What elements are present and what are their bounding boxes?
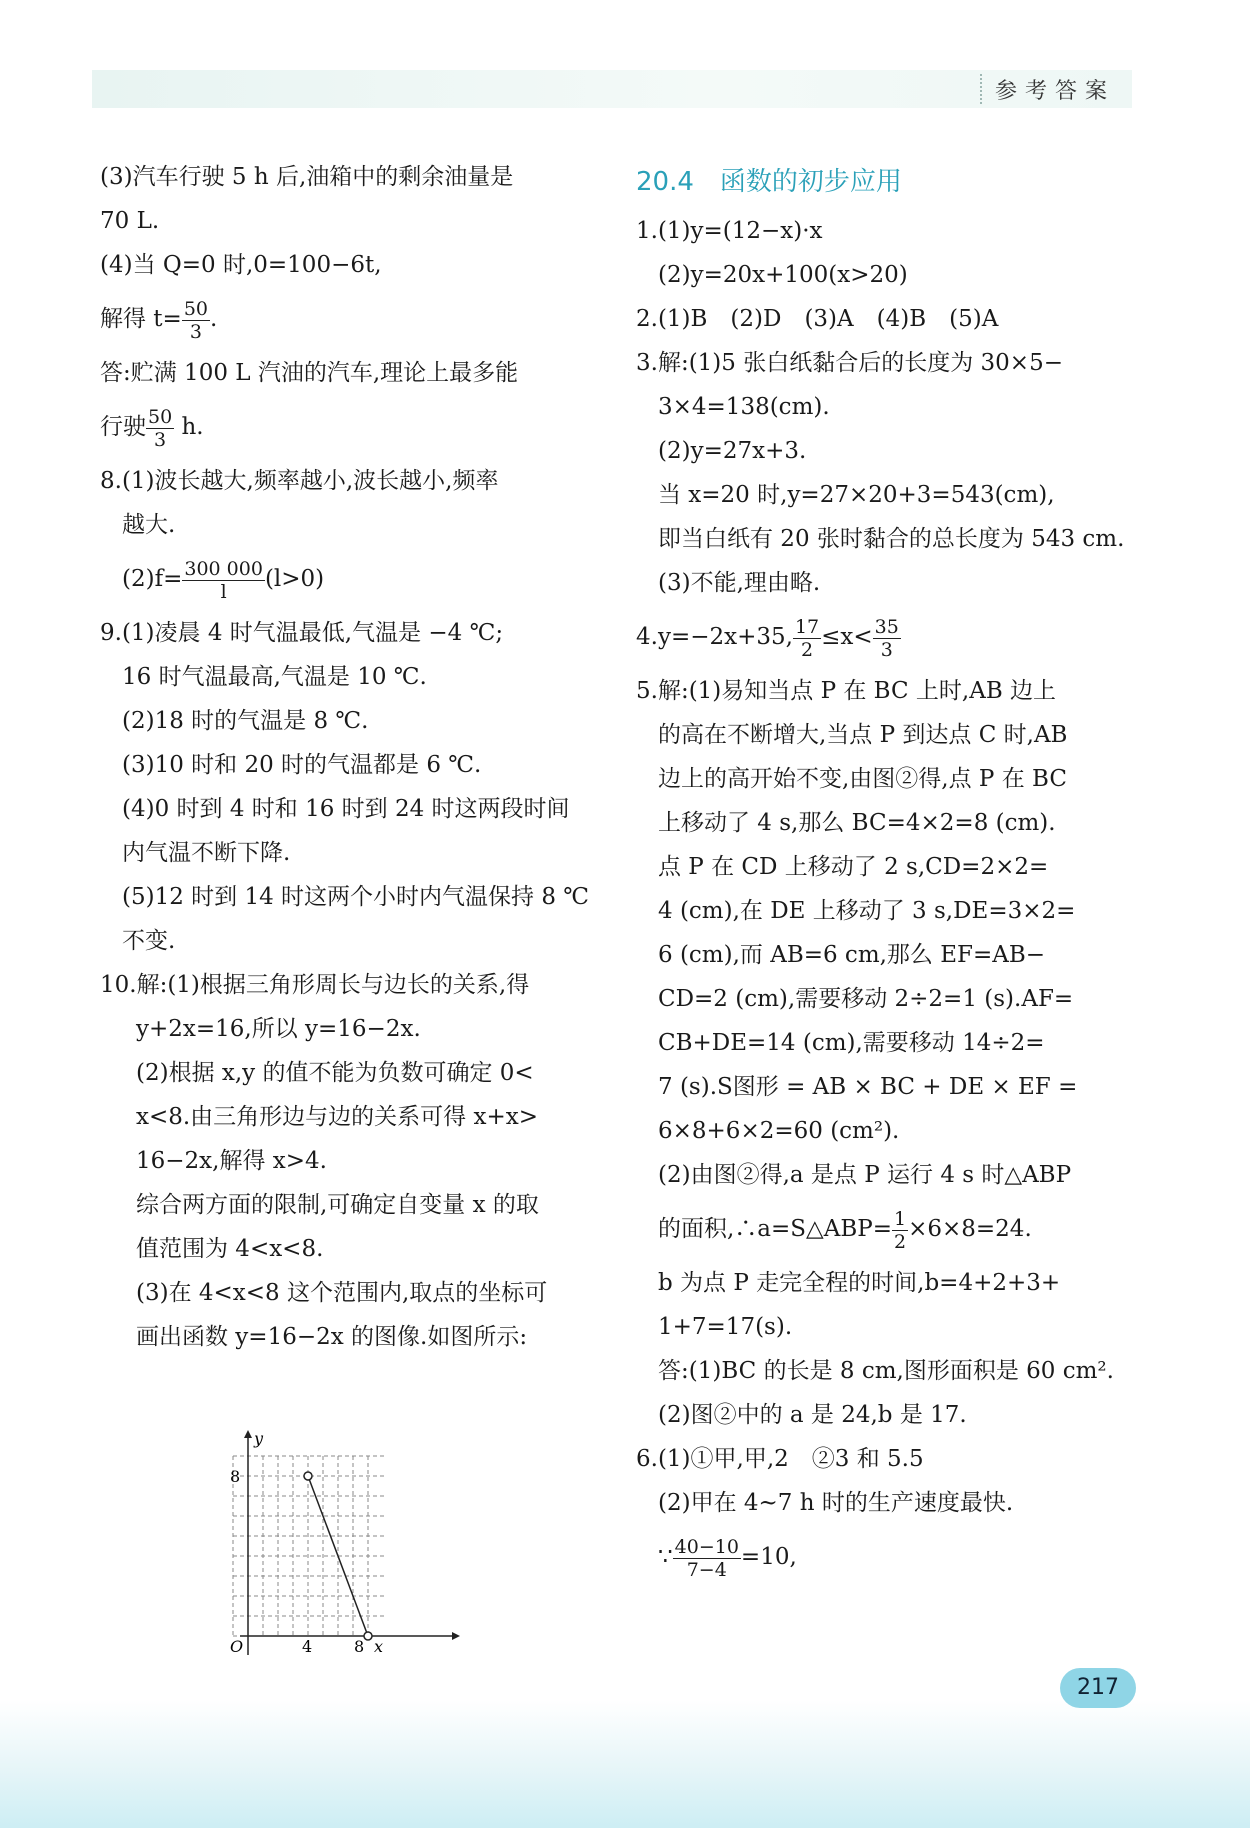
left-line: x<8.由三角形边与边的关系可得 x+x> bbox=[136, 1104, 538, 1130]
right-line: 3×4=138(cm). bbox=[658, 394, 830, 420]
origin-label: O bbox=[230, 1637, 244, 1656]
x-tick-4: 4 bbox=[302, 1637, 313, 1656]
open-point-right bbox=[364, 1632, 372, 1640]
fraction-numerator: 35 bbox=[874, 615, 899, 638]
right-line: CD=2 (cm),需要移动 2÷2=1 (s).AF= bbox=[658, 986, 1074, 1012]
section-title: 20.4 函数的初步应用 bbox=[636, 167, 902, 197]
right-line: 当 x=20 时,y=27×20+3=543(cm), bbox=[658, 482, 1055, 508]
right-line: 边上的高开始不变,由图②得,点 P 在 BC bbox=[658, 766, 1067, 792]
left-line: 越大. bbox=[122, 512, 176, 538]
header-band bbox=[92, 70, 1132, 108]
right-line: (2)y=27x+3. bbox=[658, 438, 807, 464]
header-separator bbox=[980, 74, 984, 104]
right-line: 4.y=−2x+35, $\frac{17}{2}$ ≤x< $\frac{35}{3}$ bbox=[636, 615, 899, 661]
right-fraction bbox=[673, 1536, 741, 1581]
right-column-body bbox=[636, 209, 1136, 1589]
left-line: (2)f= $\frac{300 000}{l}$ (l>0) bbox=[122, 557, 325, 603]
fraction-denominator: 3 bbox=[880, 638, 893, 661]
fraction-numerator: 1 bbox=[894, 1207, 907, 1230]
footer-band bbox=[0, 1700, 1250, 1828]
left-line: 值范围为 4<x<8. bbox=[136, 1236, 324, 1262]
header-label: 参考答案 bbox=[995, 79, 1116, 104]
right-line: 的高在不断增大,当点 P 到达点 C 时,AB bbox=[658, 722, 1068, 748]
right-fraction bbox=[892, 1208, 908, 1253]
right-line: (2)图②中的 a 是 24,b 是 17. bbox=[658, 1402, 967, 1428]
right-line: 6×8+6×2=60 (cm²). bbox=[658, 1118, 900, 1144]
fraction-denominator: 2 bbox=[800, 638, 814, 661]
right-line: 上移动了 4 s,那么 BC=4×2=8 (cm). bbox=[658, 810, 1056, 836]
left-line: 不变. bbox=[122, 928, 176, 954]
right-line: 2.(1)B (2)D (3)A (4)B (5)A bbox=[636, 306, 999, 332]
x-axis-label: x bbox=[374, 1637, 384, 1656]
left-line: 内气温不断下降. bbox=[122, 840, 291, 866]
right-line: 7 (s).S图形 = AB × BC + DE × EF = bbox=[658, 1074, 1078, 1100]
left-line: 综合两方面的限制,可确定自变量 x 的取 bbox=[136, 1192, 539, 1218]
fraction-numerator: 50 bbox=[183, 297, 209, 320]
fraction-numerator: 50 bbox=[148, 405, 173, 428]
right-column bbox=[636, 155, 1136, 1589]
fraction-numerator: 17 bbox=[794, 615, 820, 638]
right-line: ∵ $\frac{40-10}{7-4}$ =10, bbox=[658, 1535, 797, 1581]
left-line: 9.(1)凌晨 4 时气温最低,气温是 −4 ℃; bbox=[100, 620, 504, 646]
left-line: (2)18 时的气温是 8 ℃. bbox=[122, 708, 369, 734]
left-line: (5)12 时到 14 时这两个小时内气温保持 8 ℃ bbox=[122, 884, 590, 910]
right-line: b 为点 P 走完全程的时间,b=4+2+3+ bbox=[658, 1270, 1061, 1296]
left-fraction bbox=[182, 298, 210, 343]
left-line: (3)汽车行驶 5 h 后,油箱中的剩余油量是 bbox=[100, 164, 514, 190]
right-line: (2)由图②得,a 是点 P 运行 4 s 时△ABP bbox=[658, 1162, 1072, 1188]
open-point-left bbox=[304, 1472, 312, 1480]
left-line: (2)根据 x,y 的值不能为负数可确定 0< bbox=[136, 1060, 534, 1086]
left-line: 答:贮满 100 L 汽油的汽车,理论上最多能 bbox=[100, 360, 519, 386]
y-axis-label: y bbox=[254, 1430, 264, 1448]
right-fraction bbox=[873, 616, 901, 661]
right-line: 4 (cm),在 DE 上移动了 3 s,DE=3×2= bbox=[658, 898, 1076, 924]
x-tick-8: 8 bbox=[354, 1637, 365, 1656]
left-line: (4)当 Q=0 时,0=100−6t, bbox=[100, 252, 382, 278]
left-line: (3)在 4<x<8 这个范围内,取点的坐标可 bbox=[136, 1280, 548, 1306]
right-line: 答:(1)BC 的长是 8 cm,图形面积是 60 cm². bbox=[658, 1358, 1114, 1384]
left-fraction bbox=[146, 406, 174, 451]
fraction-denominator: 3 bbox=[154, 428, 167, 451]
left-line: (3)10 时和 20 时的气温都是 6 ℃. bbox=[122, 752, 482, 778]
y-axis-arrow bbox=[244, 1430, 252, 1438]
right-line: 5.解:(1)易知当点 P 在 BC 上时,AB 边上 bbox=[636, 678, 1057, 704]
right-line: 即当白纸有 20 张时黏合的总长度为 543 cm. bbox=[658, 526, 1125, 552]
right-line: (2)y=20x+100(x>20) bbox=[658, 262, 908, 288]
page-number: 217 bbox=[1060, 1668, 1136, 1708]
left-line: y+2x=16,所以 y=16−2x. bbox=[136, 1016, 421, 1042]
left-line: 8.(1)波长越大,频率越小,波长越小,频率 bbox=[100, 468, 499, 494]
left-column bbox=[100, 155, 600, 1359]
right-line: CB+DE=14 (cm),需要移动 14÷2= bbox=[658, 1030, 1045, 1056]
right-line: 6 (cm),而 AB=6 cm,那么 EF=AB− bbox=[658, 942, 1046, 968]
right-line: 6.(1)①甲,甲,2 ②3 和 5.5 bbox=[636, 1446, 924, 1472]
fraction-numerator: 300 000 bbox=[184, 557, 263, 580]
left-line: 70 L. bbox=[100, 208, 160, 234]
right-line: 1.(1)y=(12−x)·x bbox=[636, 218, 823, 244]
left-line: 画出函数 y=16−2x 的图像.如图所示: bbox=[136, 1324, 528, 1350]
right-line: 3.解:(1)5 张白纸黏合后的长度为 30×5− bbox=[636, 350, 1063, 376]
right-line: 的面积,∴a=S△ABP= $\frac{1}{2}$ ×6×8=24. bbox=[658, 1207, 1032, 1253]
fraction-denominator: 3 bbox=[189, 320, 202, 343]
y-tick-8: 8 bbox=[230, 1467, 241, 1486]
right-line: (2)甲在 4~7 h 时的生产速度最快. bbox=[658, 1490, 1014, 1516]
fraction-denominator: 7−4 bbox=[686, 1558, 727, 1581]
fraction-denominator: l bbox=[220, 580, 227, 603]
right-fraction bbox=[793, 616, 821, 661]
right-line: (3)不能,理由略. bbox=[658, 570, 821, 596]
left-line: 解得 t= $\frac{50}{3}$ . bbox=[100, 297, 218, 343]
fraction-denominator: 2 bbox=[894, 1230, 907, 1253]
right-line: 点 P 在 CD 上移动了 2 s,CD=2×2= bbox=[658, 854, 1049, 880]
left-line: (4)0 时到 4 时和 16 时到 24 时这两段时间 bbox=[122, 796, 570, 822]
x-axis-arrow bbox=[452, 1632, 460, 1640]
fraction-numerator: 40−10 bbox=[674, 1535, 739, 1558]
left-line: 16−2x,解得 x>4. bbox=[136, 1148, 327, 1174]
right-line: 1+7=17(s). bbox=[658, 1314, 793, 1340]
function-graph bbox=[230, 1430, 460, 1660]
left-line: 行驶 $\frac{50}{3}$ h. bbox=[100, 405, 204, 451]
left-fraction bbox=[182, 558, 265, 603]
left-line: 10.解:(1)根据三角形周长与边长的关系,得 bbox=[100, 972, 530, 998]
left-line: 16 时气温最高,气温是 10 ℃. bbox=[122, 664, 427, 690]
graph-grid bbox=[233, 1456, 386, 1636]
